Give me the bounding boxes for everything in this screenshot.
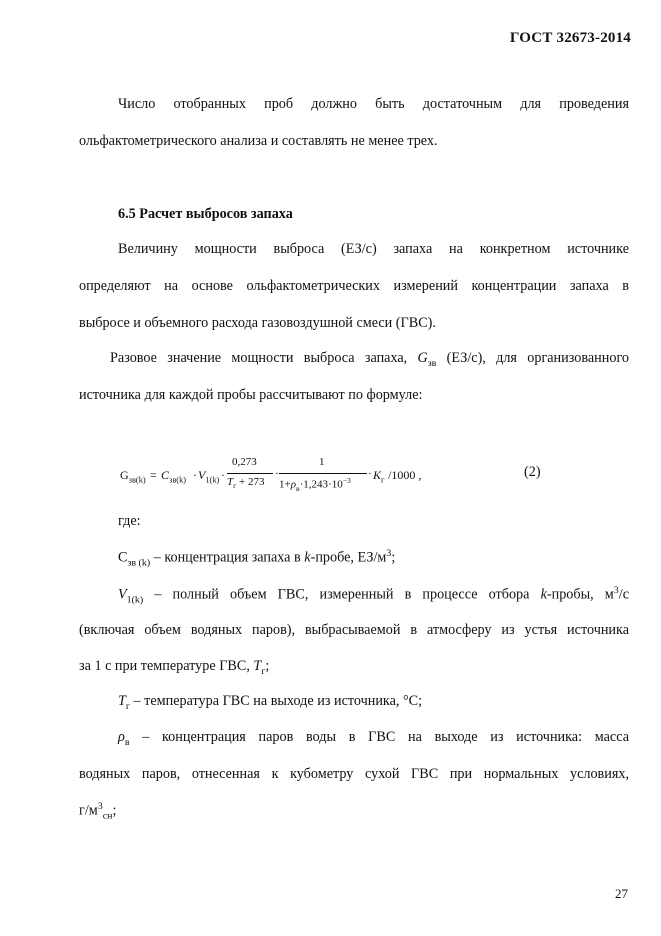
fraction2-bar: [279, 473, 367, 474]
where-label: где:: [118, 513, 141, 529]
fraction1-bar: [227, 473, 273, 474]
formula-tail: /1000 ,: [388, 468, 422, 482]
fraction2-denominator: $1+\rho_в\cdot 1,243\cdot 10^{-3}$: [279, 476, 351, 493]
page-number: 27: [615, 886, 628, 901]
para2-text-start: Разовое значение мощности выброса запаха,: [110, 350, 418, 366]
formula-dot-4: ·: [368, 468, 372, 480]
formula-dot-3: ·: [275, 468, 279, 480]
para2-line-1: [110, 350, 629, 369]
standard-header: ГОСТ 32673-2014: [509, 30, 631, 46]
emission-formula: [117, 452, 557, 496]
formula-k-factor: $K_г$: [373, 468, 385, 485]
def-temperature: $T_г$ – температура ГВС на выходе из источника, °С;: [118, 693, 423, 712]
equation-number: (2): [524, 464, 541, 480]
para2-text-end: (ЕЗ/с), для организованного: [436, 350, 630, 366]
para1-line-1: Величину мощности выброса (ЕЗ/с) запаха на конкретном источнике: [118, 241, 629, 257]
formula-equals: =: [150, 468, 157, 482]
intro-line-2: ольфактометрического анализа и составлять не менее трех.: [79, 133, 438, 149]
formula-dot-1: ·: [193, 468, 197, 482]
def-volume-line-2: (включая объем водяных паров), выбрасываемой в атмосферу из устья источника: [79, 622, 629, 638]
formula-concentration: $C_{зв(k)}$: [161, 468, 187, 485]
emission-symbol: G: [417, 350, 428, 366]
formula-dot-2: ·: [221, 468, 225, 482]
fraction2-numerator: 1: [319, 456, 325, 468]
para1-line-3: выбросе и объемного расхода газовоздушной смеси (ГВС).: [79, 315, 436, 331]
def-vapor-line-2: водяных паров, отнесенная к кубометру сухой ГВС при нормальных условиях,: [79, 766, 629, 782]
def-volume-line-1: $V_{1(k)}$ – полный объем ГВС, измеренный в процессе отбора k-пробы, $м^3/с$: [118, 585, 630, 606]
emission-symbol-sub: зв: [427, 357, 437, 369]
formula-volume: $V_{1(k)}$: [198, 468, 220, 485]
para2-line-2: источника для каждой пробы рассчитывают по формуле:: [79, 387, 423, 403]
fraction1-denominator: $T_г + 273$: [227, 476, 265, 491]
def-vapor-line-1: $\rho_в$ – концентрация паров воды в ГВС на выходе из источника: масса: [118, 729, 629, 748]
def-volume-line-3: за 1 с при температуре ГВС, $T_г$;: [79, 658, 270, 677]
fraction1-numerator: 0,273: [232, 456, 257, 468]
def-vapor-line-3: $г/м^3_{сн}$;: [79, 801, 117, 822]
section-title: 6.5 Расчет выбросов запаха: [118, 206, 293, 222]
def-concentration: $С_{зв (k)}$ – концентрация запаха в k-пробе, $ЕЗ/м^3$;: [118, 548, 396, 569]
para1-line-2: определяют на основе ольфактометрических измерений концентрации запаха в: [79, 278, 629, 294]
intro-line-1: Число отобранных проб должно быть достаточным для проведения: [118, 96, 629, 112]
formula-lhs: $G_{зв(k)}$: [120, 468, 146, 485]
